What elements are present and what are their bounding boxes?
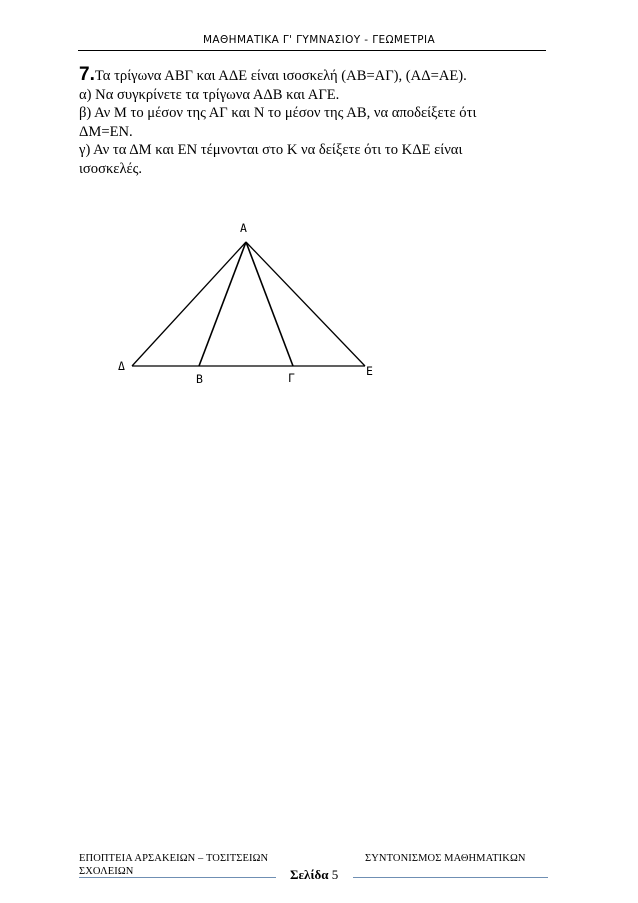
triangles-diagram bbox=[100, 210, 400, 400]
problem-part-c-line2: ισοσκελές. bbox=[79, 160, 143, 177]
geometry-figure bbox=[100, 210, 400, 400]
problem-part-b-line2: ΔΜ=ΕΝ. bbox=[79, 123, 133, 140]
segment-ae bbox=[246, 242, 365, 366]
page-header-title: ΜΑΘΗΜΑΤΙΚΑ Γ' ΓΥΜΝΑΣΙΟΥ - ΓΕΩΜΕΤΡΙΑ bbox=[202, 34, 436, 46]
vertex-label-b: Β bbox=[196, 372, 203, 386]
page-word: Σελίδα bbox=[290, 867, 329, 882]
problem-statement bbox=[79, 66, 559, 86]
segment-ad bbox=[132, 242, 246, 366]
page-number: 5 bbox=[331, 867, 339, 882]
footer-page-indicator bbox=[290, 867, 338, 883]
footer-left-divider bbox=[79, 877, 276, 878]
footer-left bbox=[79, 852, 268, 878]
footer-right: ΣΥΝΤΟΝΙΣΜΟΣ ΜΑΘΗΜΑΤΙΚΩΝ bbox=[365, 853, 526, 864]
vertex-label-a: Α bbox=[240, 221, 247, 235]
problem-part-a: α) Να συγκρίνετε τα τρίγωνα ΑΔΒ και ΑΓΕ. bbox=[79, 86, 340, 103]
problem-7 bbox=[79, 66, 559, 179]
footer-right-divider bbox=[353, 877, 548, 878]
vertex-label-e: Ε bbox=[366, 364, 373, 378]
header-divider bbox=[78, 50, 546, 51]
problem-statement-text: Τα τρίγωνα ΑΒΓ και ΑΔΕ είναι ισοσκελή (ΑΒ=ΑΓ), (ΑΔ=ΑΕ). bbox=[94, 68, 467, 84]
vertex-label-d: Δ bbox=[118, 359, 125, 373]
segment-ab bbox=[199, 242, 246, 366]
problem-part-b-line1: β) Αν Μ το μέσον της ΑΓ και Ν το μέσον της ΑΒ, να αποδείξετε ότι bbox=[79, 105, 477, 122]
segment-ag bbox=[246, 242, 293, 366]
footer-left-line1: ΕΠΟΠΤΕΙΑ ΑΡΣΑΚΕΙΩΝ – ΤΟΣΙΤΣΕΙΩΝ bbox=[79, 853, 269, 864]
vertex-label-g: Γ bbox=[288, 371, 295, 385]
problem-number: 7. bbox=[79, 64, 95, 85]
problem-part-c-line1: γ) Αν τα ΔΜ και ΕΝ τέμνονται στο Κ να δείξετε ότι το ΚΔΕ είναι bbox=[79, 142, 463, 159]
footer-left-line2: ΣΧΟΛΕΙΩΝ bbox=[79, 866, 134, 877]
